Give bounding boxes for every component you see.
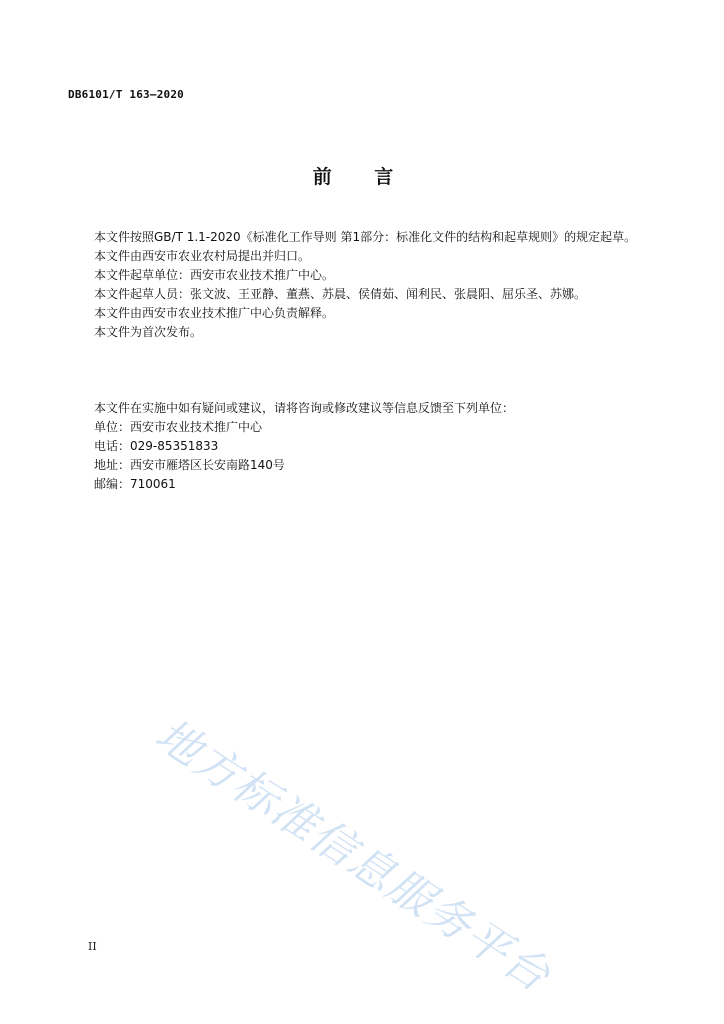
paragraph-drafting-rules: 本文件按照GB/T 1.1-2020《标准化工作导则 第1部分：标准化文件的结构和起草规则》的规定起草。 xyxy=(94,230,637,244)
contact-address: 地址：西安市雁塔区长安南路140号 xyxy=(94,458,285,472)
contact-info xyxy=(68,399,644,494)
foreword-body xyxy=(68,228,644,342)
paragraph-drafting-unit: 本文件起草单位：西安市农业技术推广中心。 xyxy=(94,268,335,282)
contact-unit: 单位：西安市农业技术推广中心 xyxy=(94,420,263,434)
document-code: DB6101/T 163—2020 xyxy=(68,88,184,101)
page-title: 前 言 xyxy=(312,166,412,188)
watermark: 地方标准信息服务平台 xyxy=(146,709,560,1003)
paragraph-drafters: 本文件起草人员：张文波、王亚静、董燕、苏晨、侯倩茹、闻利民、张晨阳、屈乐圣、苏娜。 xyxy=(94,287,587,301)
contact-intro: 本文件在实施中如有疑问或建议，请将咨询或修改建议等信息反馈至下列单位： xyxy=(94,401,515,415)
contact-phone: 电话：029-85351833 xyxy=(94,439,219,453)
paragraph-interpretation: 本文件由西安市农业技术推广中心负责解释。 xyxy=(94,306,335,320)
page-number: II xyxy=(88,940,97,953)
paragraph-proposer: 本文件由西安市农业农村局提出并归口。 xyxy=(94,249,311,263)
contact-postcode: 邮编：710061 xyxy=(94,477,176,491)
paragraph-first-release: 本文件为首次发布。 xyxy=(94,325,203,339)
